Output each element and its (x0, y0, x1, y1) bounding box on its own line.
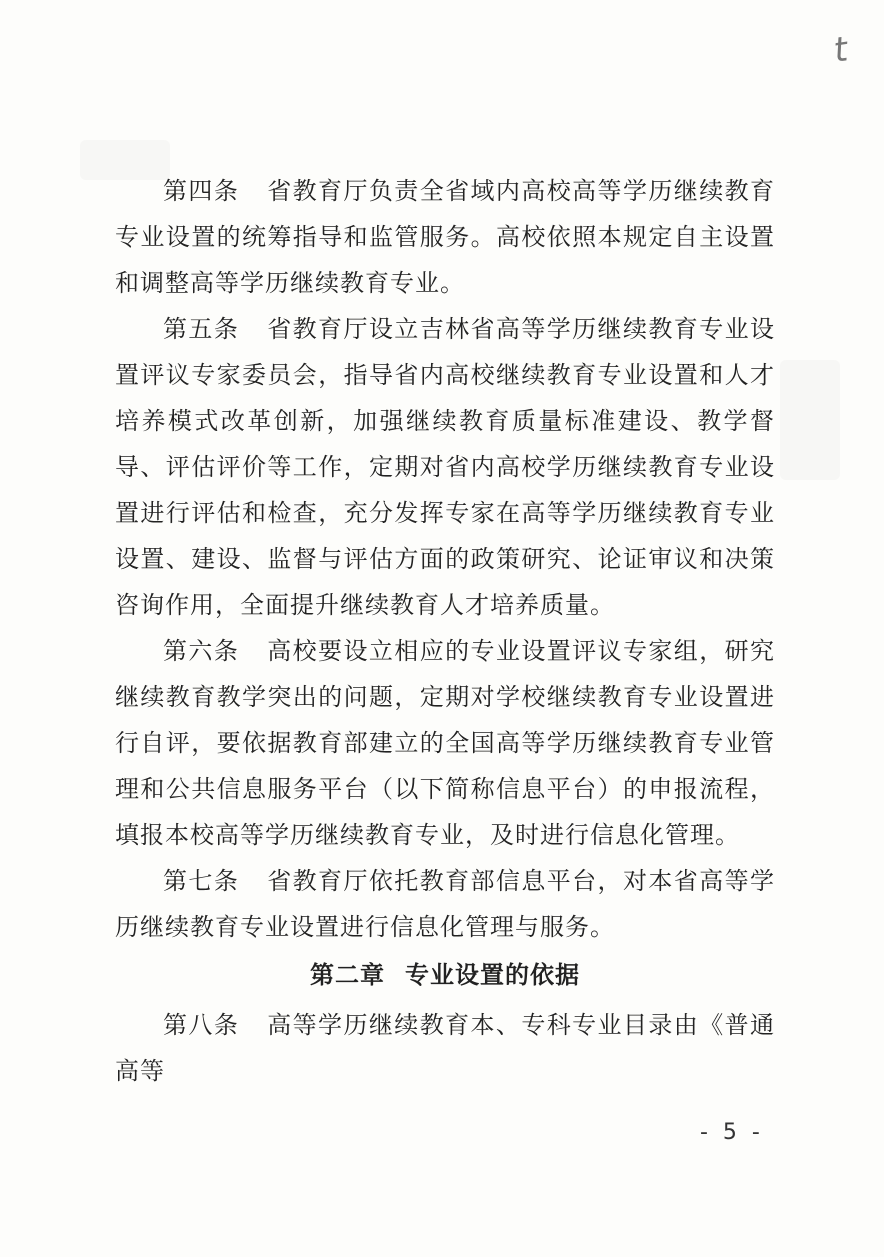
document-body (115, 168, 775, 1094)
chapter-number: 第二章 (310, 960, 385, 989)
article-text: 省教育厅设立吉林省高等学历继续教育专业设置评议专家委员会，指导省内高校继续教育专业设置和人才培养模式改革创新，加强继续教育质量标准建设、教学督导、评估评价等工作，定期对省内高校学历继续教育专业设置进行评估和检查，充分发挥专家在高等学历继续教育专业设置、建设、监督与评估方面的政策研究、论证审议和决策咨询作用，全面提升继续教育人才培养质量。 (115, 315, 776, 619)
article-text: 高等学历继续教育本、专科专业目录由《普通高等 (115, 1011, 776, 1085)
article-number: 第八条 (163, 1011, 240, 1039)
page-number: - 5 - (700, 1120, 764, 1145)
article-paragraph (115, 858, 775, 950)
chapter-title: 专业设置的依据 (405, 960, 580, 989)
article-paragraph (115, 628, 775, 858)
article-text: 高校要设立相应的专业设置评议专家组，研究继续教育教学突出的问题，定期对学校继续教育专业设置进行自评，要依据教育部建立的全国高等学历继续教育专业管理和公共信息服务平台（以下简称信息平台）的申报流程，填报本校高等学历继续教育专业，及时进行信息化管理。 (115, 637, 776, 849)
article-number: 第七条 (163, 867, 240, 895)
article-paragraph (115, 1002, 775, 1094)
handwritten-mark: t (831, 29, 851, 71)
article-text: 省教育厅负责全省域内高校高等学历继续教育专业设置的统筹指导和监管服务。高校依照本规定自主设置和调整高等学历继续教育专业。 (115, 177, 776, 297)
article-number: 第五条 (163, 315, 240, 343)
article-number: 第六条 (163, 637, 240, 665)
paper-stain (780, 360, 840, 480)
chapter-heading (115, 952, 775, 998)
article-paragraph (115, 168, 775, 306)
article-number: 第四条 (163, 177, 240, 205)
article-text: 省教育厅依托教育部信息平台，对本省高等学历继续教育专业设置进行信息化管理与服务。 (115, 867, 776, 941)
article-paragraph (115, 306, 775, 628)
